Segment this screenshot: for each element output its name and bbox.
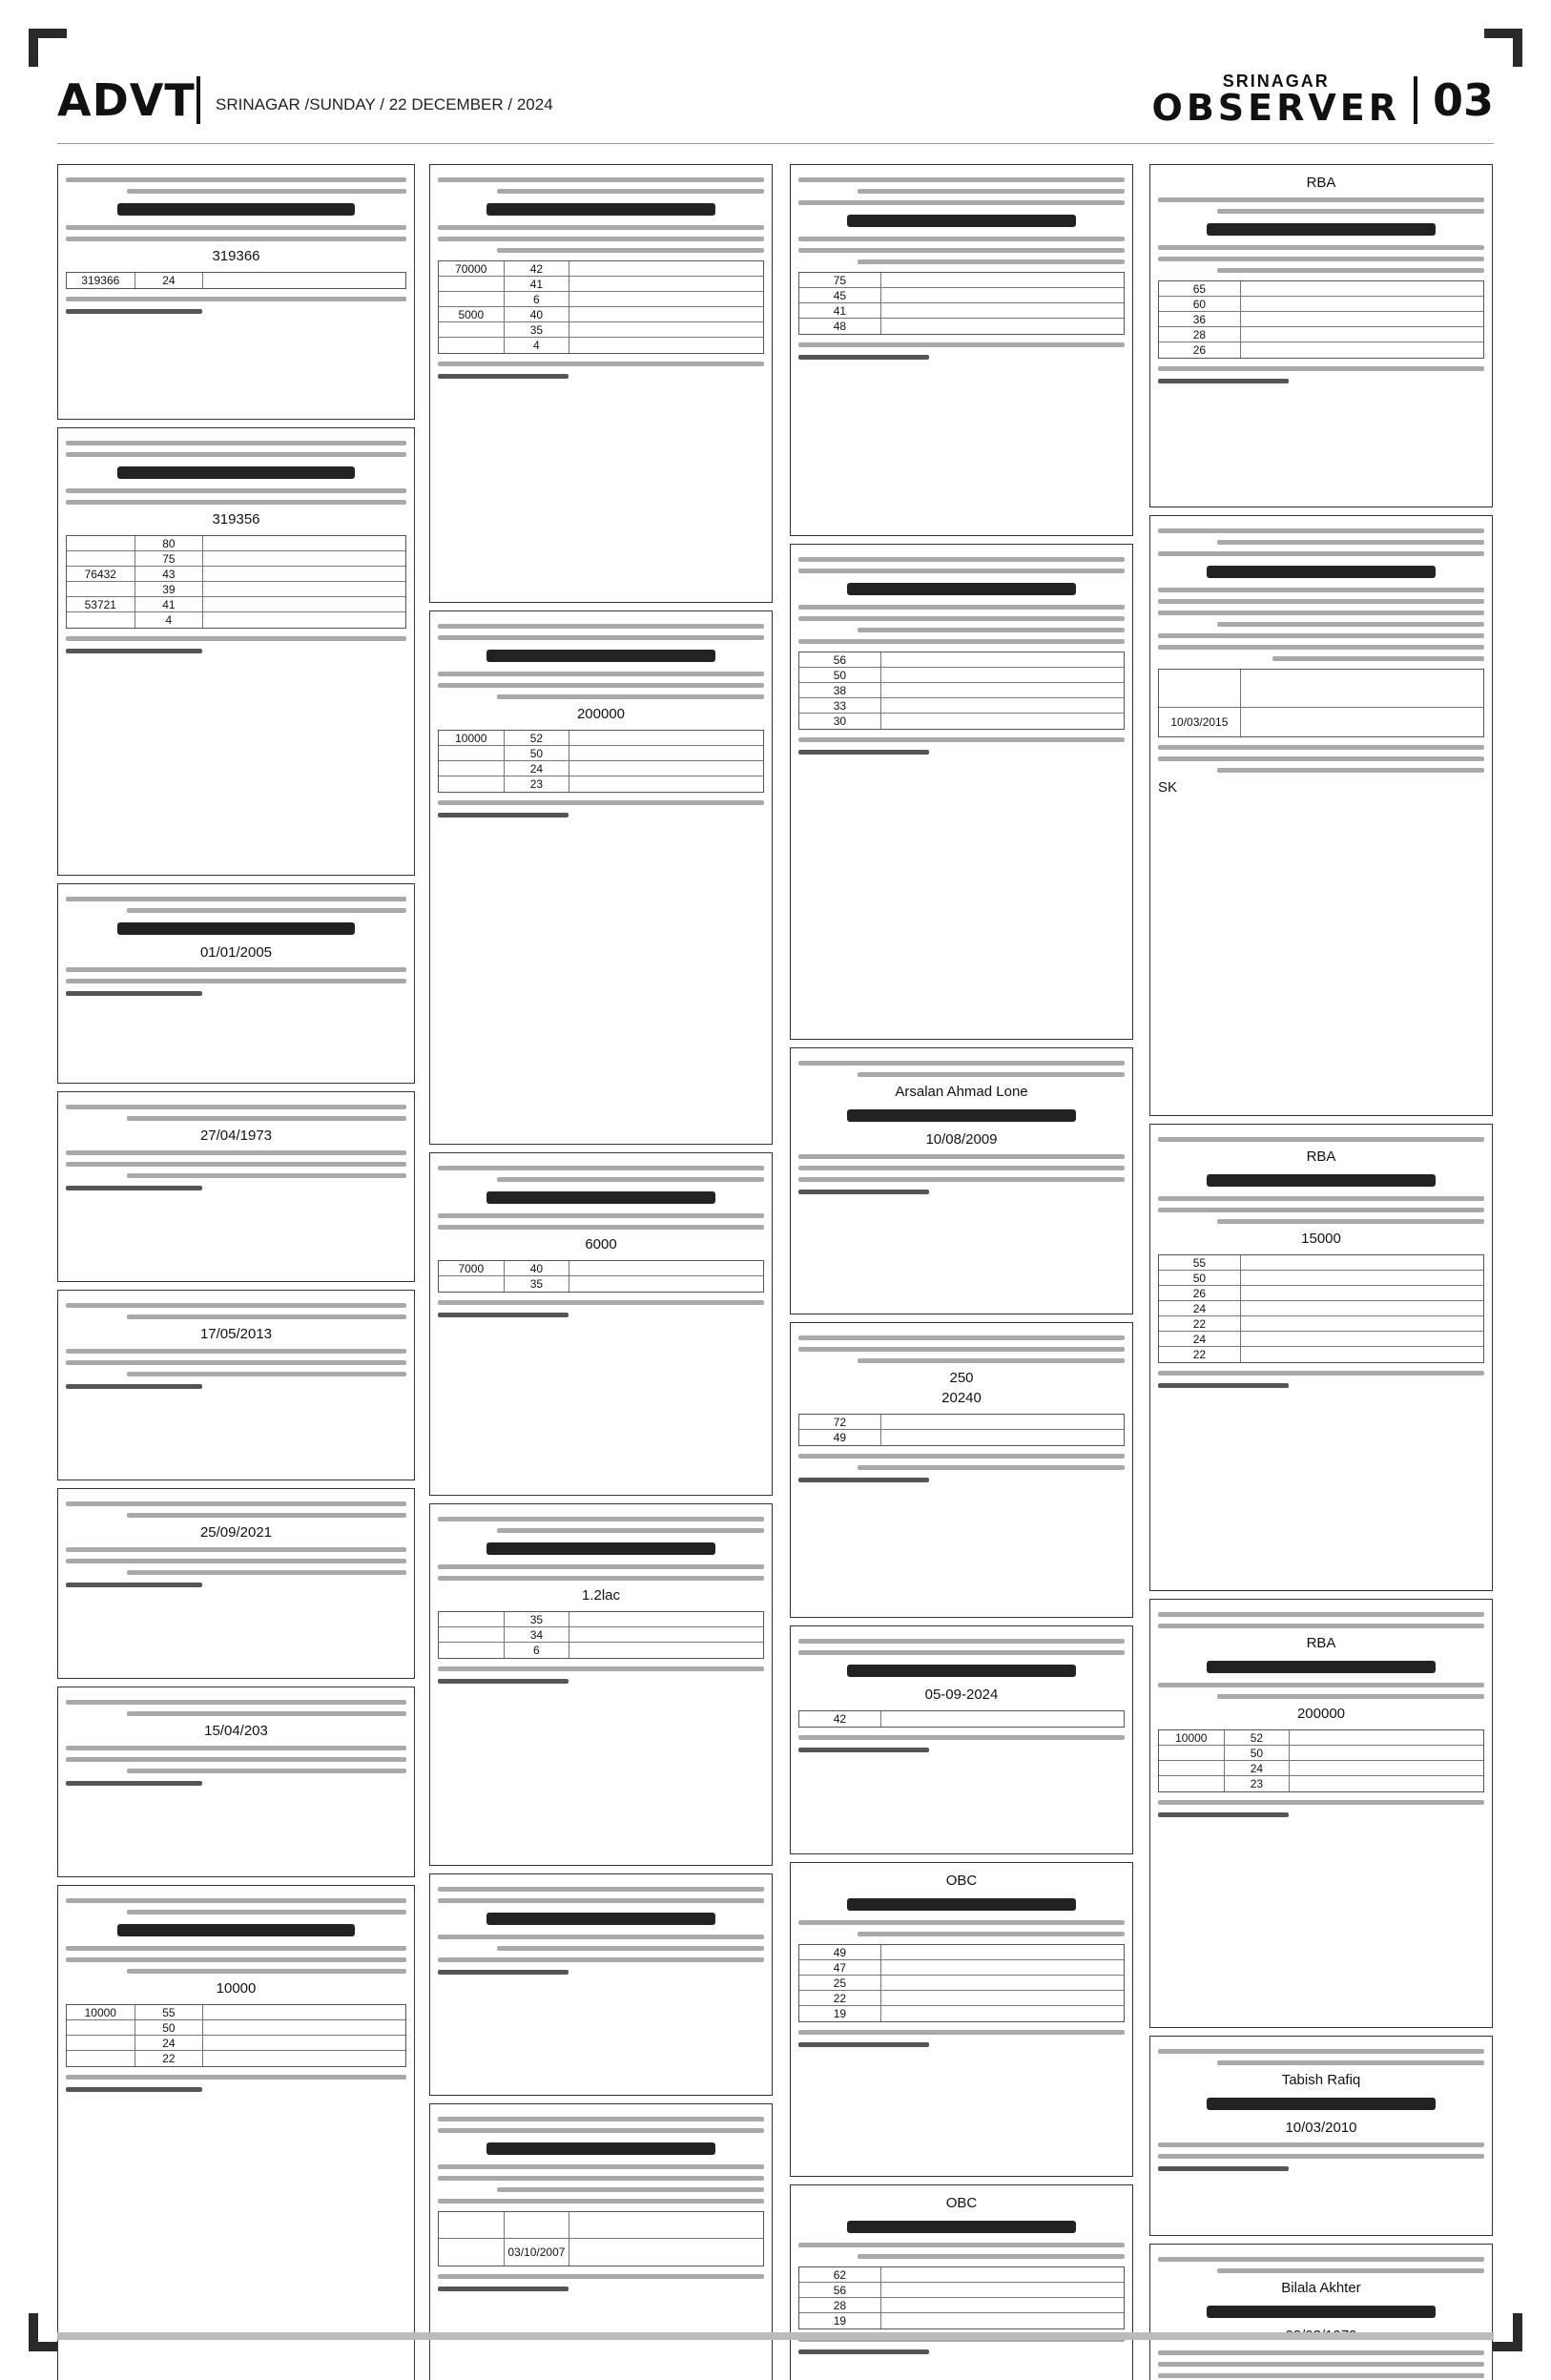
ad-table: 80 75 76432 43 39 53721 41 4 — [66, 535, 406, 629]
ad-amount: 6000 — [585, 1236, 617, 1252]
ad-tag: RBA — [1306, 175, 1336, 191]
ad-heading — [1207, 566, 1435, 578]
ad-heading — [486, 1191, 714, 1204]
ad-tag: RBA — [1306, 1149, 1336, 1165]
ad-heading — [1207, 2306, 1435, 2318]
ad-notice — [790, 1322, 1133, 1618]
table-cell-date: 03/10/2007 — [504, 2239, 569, 2266]
ad-notice — [1149, 2036, 1493, 2236]
ad-table — [1158, 669, 1484, 737]
ad-heading — [117, 922, 356, 935]
ad-table: 55 50 26 24 22 24 22 — [1158, 1254, 1484, 1363]
ad-table: 56 50 38 33 30 — [798, 652, 1125, 730]
ad-amount: 15000 — [1301, 1231, 1341, 1247]
ad-heading — [847, 1665, 1075, 1677]
ad-table: 42 — [798, 1710, 1125, 1728]
ad-notice — [57, 1885, 415, 2380]
ad-heading — [847, 1109, 1075, 1122]
ad-heading — [847, 583, 1075, 595]
ad-notice — [57, 1488, 415, 1679]
table-cell-income: 5000 — [458, 307, 485, 321]
ad-heading — [486, 2142, 714, 2155]
table-cell-age: 75 — [833, 273, 847, 287]
ad-notice — [790, 1625, 1133, 1854]
ad-tag: OBC — [945, 2195, 978, 2211]
ad-notice — [790, 2184, 1133, 2380]
page-number: 03 — [1432, 74, 1494, 126]
masthead-divider-right — [1414, 76, 1417, 124]
logo-city: SRINAGAR — [1222, 72, 1330, 91]
ad-date: 10/08/2009 — [925, 1131, 998, 1148]
ad-amount: 200000 — [576, 706, 626, 722]
ad-date: 01/01/2005 — [199, 944, 273, 961]
ad-date: 25/09/2021 — [199, 1524, 273, 1541]
ad-tag: OBC — [945, 1873, 978, 1889]
ad-table: 10000 52 50 24 23 — [1158, 1729, 1484, 1792]
table-cell-income: 10000 — [1175, 1730, 1208, 1745]
ad-notice — [57, 1290, 415, 1480]
ad-heading — [486, 650, 714, 662]
ad-notice — [57, 1687, 415, 1877]
ad-date: 05-09-2024 — [924, 1687, 999, 1703]
ad-amount: 200000 — [1296, 1706, 1346, 1722]
section-label: ADVT — [57, 74, 196, 126]
table-cell-income: 10000 — [84, 2005, 116, 2019]
ad-amount: 10000 — [216, 1980, 257, 1997]
ad-table: 49 47 25 22 19 — [798, 1944, 1125, 2022]
masthead-divider — [196, 76, 200, 124]
ad-date: 10/03/2010 — [1285, 2120, 1357, 2136]
ad-notice — [429, 1152, 773, 1496]
dateline: SRINAGAR /SUNDAY / 22 DECEMBER / 2024 — [216, 95, 553, 114]
ad-notice — [429, 1503, 773, 1866]
ad-heading — [847, 2221, 1075, 2233]
table-cell-income: 70000 — [455, 261, 487, 276]
ad-heading — [1207, 1174, 1435, 1187]
ad-heading — [486, 203, 714, 216]
table-cell-income: 10000 — [455, 731, 487, 745]
ad-table: 7000 40 35 — [438, 1260, 764, 1293]
ad-date: 27/04/1973 — [199, 1128, 273, 1144]
ad-notice — [790, 544, 1133, 1040]
footer-rule — [57, 2332, 1494, 2340]
ad-heading — [1207, 1661, 1435, 1673]
ad-notice — [1149, 1599, 1493, 2028]
ad-notice — [429, 1873, 773, 2096]
ad-signature-tag: SK — [1158, 779, 1178, 796]
ad-amount: 319366 — [212, 248, 260, 264]
ad-notice — [57, 883, 415, 1084]
ad-notice — [57, 1091, 415, 1282]
header-rule — [57, 143, 1494, 144]
ad-heading — [117, 1924, 356, 1936]
ad-table: 319366 24 — [66, 272, 406, 289]
ad-table: 35 34 6 — [438, 1611, 764, 1659]
ad-heading — [117, 466, 356, 479]
ad-table: 10000 55 50 24 22 — [66, 2004, 406, 2067]
ad-notice — [429, 164, 773, 603]
ad-table — [438, 2211, 764, 2266]
ad-table: 70000 42 41 6 5000 40 35 4 — [438, 260, 764, 354]
corner-mark-top-right — [1484, 29, 1522, 67]
masthead — [57, 72, 1494, 130]
ad-date: 17/05/2013 — [199, 1326, 273, 1342]
ad-name: Bilala Akhter — [1281, 2280, 1361, 2296]
table-cell-date: 10/03/2015 — [1170, 715, 1229, 729]
ad-notice — [1149, 1124, 1493, 1591]
ad-table: 65 60 36 28 26 — [1158, 280, 1484, 359]
ad-name: Arsalan Ahmad Lone — [895, 1084, 1028, 1100]
ad-heading — [847, 215, 1075, 227]
table-cell-income: 76432 — [84, 567, 116, 581]
ad-heading — [486, 1913, 714, 1925]
ad-tag: RBA — [1306, 1635, 1336, 1651]
ad-table: 10000 52 50 24 23 — [438, 730, 764, 793]
ad-value: 250 — [949, 1370, 974, 1386]
ad-notice — [1149, 515, 1493, 1116]
ad-amount: 319356 — [212, 511, 260, 528]
ad-heading — [1207, 223, 1435, 236]
table-cell-income: 53721 — [84, 597, 116, 611]
ad-heading — [117, 203, 356, 216]
ad-notice — [429, 611, 773, 1145]
newspaper-logo — [1151, 72, 1400, 129]
ad-table: 62 56 28 19 — [798, 2266, 1125, 2329]
corner-mark-top-left — [29, 29, 67, 67]
ad-notice — [790, 1862, 1133, 2177]
ad-notice — [1149, 164, 1493, 507]
ad-amount: 20240 — [941, 1390, 982, 1406]
ad-date: 15/04/203 — [204, 1723, 268, 1739]
ad-heading — [486, 1542, 714, 1555]
ad-notice — [57, 164, 415, 420]
logo-title: OBSERVER — [1151, 87, 1400, 129]
ad-heading — [1207, 2098, 1435, 2110]
ad-notice — [790, 1047, 1133, 1314]
ad-notice — [790, 164, 1133, 536]
ad-notice — [1149, 2244, 1493, 2380]
ad-amount: 1.2lac — [581, 1587, 621, 1604]
ad-heading — [847, 1898, 1075, 1911]
table-cell-income: 7000 — [458, 1261, 485, 1275]
ad-notice — [57, 427, 415, 876]
ad-table: 72 49 — [798, 1414, 1125, 1446]
ad-name: Tabish Rafiq — [1281, 2072, 1361, 2088]
ad-table: 75 45 41 48 — [798, 272, 1125, 335]
